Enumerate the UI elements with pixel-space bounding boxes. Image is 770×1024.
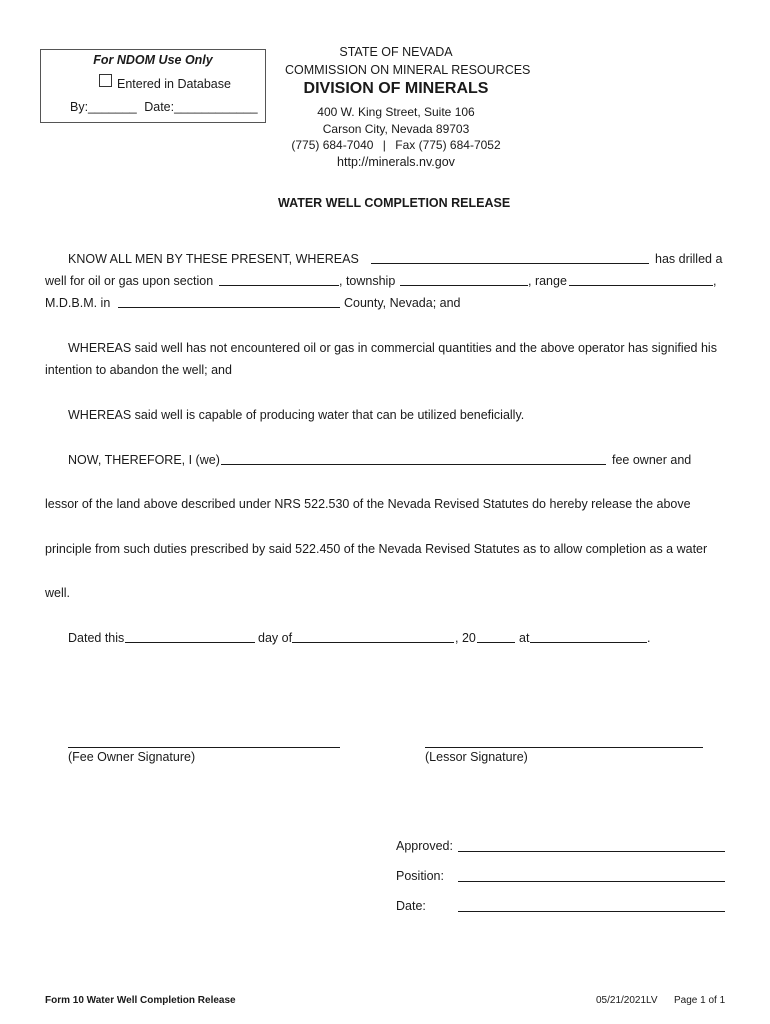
dated-period: . xyxy=(647,631,651,645)
form-name-footer: Form 10 Water Well Completion Release xyxy=(45,995,236,1006)
principle-text: principle from such duties prescribed by said 522.450 of the Nevada Revised Statutes as to allow completion as a water xyxy=(45,542,708,556)
year-prefix-text: , 20 xyxy=(455,631,476,645)
day-of-text: day of xyxy=(258,631,293,645)
county-nevada-text: County, Nevada; and xyxy=(344,296,461,310)
fee-owner-signature-label: (Fee Owner Signature) xyxy=(68,750,196,764)
division-name: DIVISION OF MINERALS xyxy=(303,80,489,97)
range-comma: , xyxy=(713,274,717,288)
has-drilled-text: has drilled a xyxy=(655,252,723,266)
range-text: , range xyxy=(528,274,567,288)
fax-number: Fax (775) 684-7052 xyxy=(395,138,501,152)
township-field[interactable] xyxy=(400,285,528,286)
contact-separator: | xyxy=(382,138,386,152)
dated-this-text: Dated this xyxy=(68,631,125,645)
entered-in-database-checkbox[interactable] xyxy=(99,74,112,87)
page-number: Page 1 of 1 xyxy=(674,995,726,1006)
township-text: , township xyxy=(339,274,396,288)
by-date-line xyxy=(70,100,258,114)
approved-label: Approved: xyxy=(396,839,453,853)
contact-line xyxy=(285,138,507,152)
well-text: well. xyxy=(45,586,71,600)
address-line-2: Carson City, Nevada 89703 xyxy=(322,122,470,136)
lessor-text: lessor of the land above described under NRS 522.530 of the Nevada Revised Statutes do hereby release the above xyxy=(45,497,691,511)
position-label: Position: xyxy=(396,869,444,883)
mdbm-text: M.D.B.M. in xyxy=(45,296,111,310)
approved-field[interactable] xyxy=(458,851,725,852)
by-field[interactable]: By:_______ xyxy=(70,100,137,114)
county-field[interactable] xyxy=(118,307,340,308)
office-use-title: For NDOM Use Only xyxy=(93,53,213,67)
address-line-1: 400 W. King Street, Suite 106 xyxy=(317,105,475,119)
section-field[interactable] xyxy=(219,285,339,286)
commission-name: COMMISSION ON MINERAL RESOURCES xyxy=(285,63,531,77)
lessor-signature-line[interactable] xyxy=(425,747,703,748)
revision-date: 05/21/2021LV xyxy=(596,995,658,1006)
at-text: at xyxy=(519,631,530,645)
form-title: WATER WELL COMPLETION RELEASE xyxy=(278,196,511,210)
well-section-text: well for oil or gas upon section xyxy=(45,274,214,288)
whereas-not-encountered-text: WHEREAS said well has not encountered oil or gas in commercial quantities and the above operator has signified his xyxy=(68,341,717,355)
dated-year-field[interactable] xyxy=(477,642,515,643)
approval-date-label: Date: xyxy=(396,899,426,913)
now-therefore-text: NOW, THEREFORE, I (we) xyxy=(68,453,220,467)
date-field[interactable]: Date:____________ xyxy=(144,100,258,114)
website-link[interactable]: http://minerals.nv.gov xyxy=(337,155,455,169)
state-name: STATE OF NEVADA xyxy=(339,45,453,59)
operator-name-field[interactable] xyxy=(371,263,649,264)
intention-abandon-text: intention to abandon the well; and xyxy=(45,363,232,377)
fee-owner-signature-line[interactable] xyxy=(68,747,340,748)
dated-place-field[interactable] xyxy=(530,642,647,643)
position-field[interactable] xyxy=(458,881,725,882)
dated-month-field[interactable] xyxy=(292,642,454,643)
fee-owner-name-field[interactable] xyxy=(221,464,606,465)
range-field[interactable] xyxy=(569,285,713,286)
know-all-men-text: KNOW ALL MEN BY THESE PRESENT, WHEREAS xyxy=(68,252,359,266)
entered-in-database-label: Entered in Database xyxy=(117,77,231,91)
approval-date-field[interactable] xyxy=(458,911,725,912)
phone-number: (775) 684-7040 xyxy=(291,138,374,152)
fee-owner-and-text: fee owner and xyxy=(612,453,692,467)
office-use-box xyxy=(40,49,266,123)
lessor-signature-label: (Lessor Signature) xyxy=(425,750,528,764)
dated-day-field[interactable] xyxy=(125,642,255,643)
whereas-capable-text: WHEREAS said well is capable of producing water that can be utilized beneficially. xyxy=(68,408,525,422)
